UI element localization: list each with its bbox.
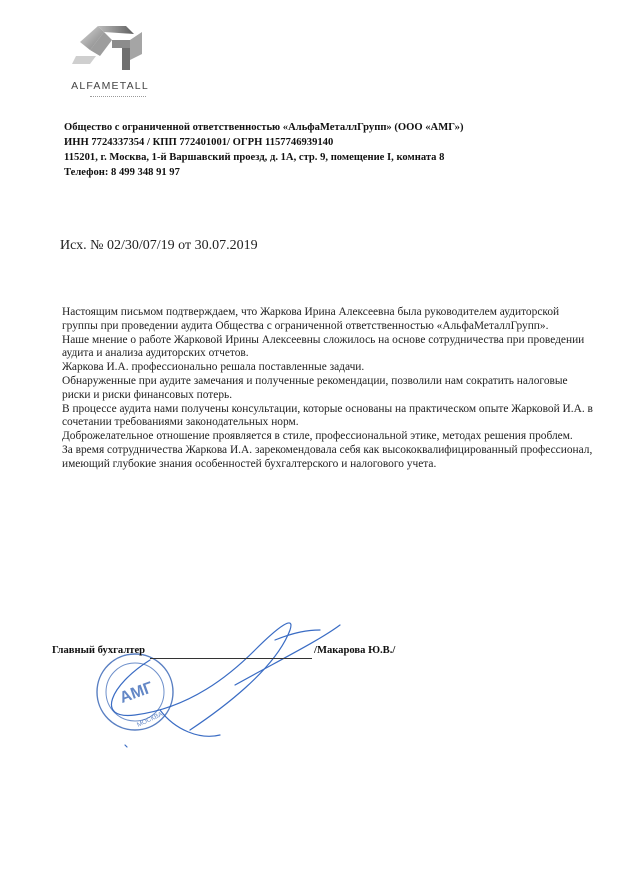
- stamp-and-signature: [40, 590, 460, 760]
- signature-line: [150, 658, 312, 659]
- signatory-title: Главный бухгалтер: [52, 645, 146, 656]
- body-paragraph: За время сотрудничества Жаркова И.А. зарекомендовала себя как высококвалифицированный профессионал, имеющий глубокие знания особенностей бухгалтерского и налогового учета.: [62, 443, 593, 470]
- body-paragraph: Жаркова И.А. профессионально решала поставленные задачи.: [62, 361, 365, 374]
- company-phone: Телефон: 8 499 348 91 97: [64, 167, 180, 178]
- company-ids: ИНН 7724337354 / КПП 772401001/ ОГРН 1157746939140: [64, 137, 334, 148]
- body-paragraph: В процессе аудита нами получены консультации, которые основаны на практическом опыте Жарковой И.А. в сочетании требованиями законодательных норм.: [62, 402, 593, 429]
- body-paragraph: Доброжелательное отношение проявляется в стиле, профессиональной этике, методах решения проблем.: [62, 430, 573, 443]
- logo-wordmark: ALFAMETALL: [71, 80, 149, 92]
- letter-body: [62, 306, 597, 472]
- logo-underline: [90, 96, 146, 100]
- company-address: 115201, г. Москва, 1-й Варшавский проезд, д. 1А, стр. 9, помещение I, комната 8: [64, 152, 445, 163]
- body-paragraph: Обнаруженные при аудите замечания и полученные рекомендации, позволили нам сократить налоговые риски и риски финансовых потерь.: [62, 374, 568, 401]
- company-stamp-icon: [97, 654, 173, 730]
- company-name: Общество с ограниченной ответственностью «АльфаМеталлГрупп» (ООО «АМГ»): [64, 122, 464, 133]
- alfametall-logo-icon: [68, 20, 148, 78]
- outgoing-reference: Исх. № 02/30/07/19 от 30.07.2019: [60, 238, 258, 253]
- company-logo: [60, 20, 160, 100]
- company-details: [64, 120, 584, 180]
- stamp-text: АМГ: [117, 679, 156, 707]
- signatory-name: /Макарова Ю.В./: [314, 645, 396, 656]
- stamp-ring-text: МОСКВА: [135, 710, 164, 729]
- body-paragraph: Настоящим письмом подтверждаем, что Жаркова Ирина Алексеевна была руководителем аудиторской группы при проведении аудита Общества с ограниченной ответственностью «АльфаМеталлГрупп».: [62, 306, 560, 332]
- body-paragraph: Наше мнение о работе Жарковой Ирины Алексеевны сложилось на основе сотрудничества при проведении аудита и анализа аудиторских отчетов.: [62, 333, 585, 360]
